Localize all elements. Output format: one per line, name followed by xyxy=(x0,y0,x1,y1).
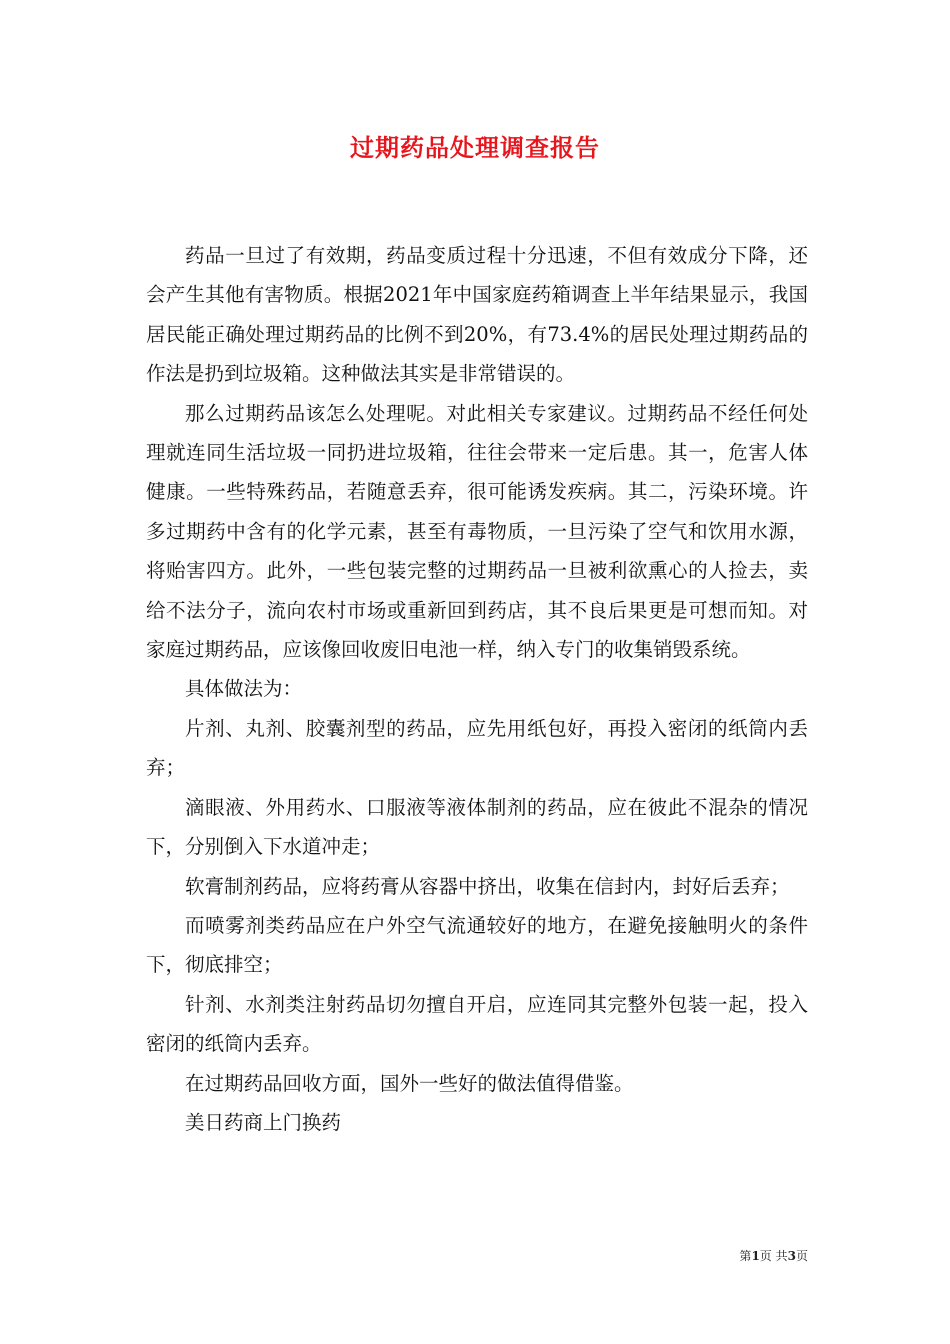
paragraph: 而喷雾剂类药品应在户外空气流通较好的地方，在避免接触明火的条件下，彻底排空； xyxy=(146,913,808,977)
page-number-footer xyxy=(739,1247,808,1265)
paragraph: 药品一旦过了有效期，药品变质过程十分迅速，不但有效成分下降，还会产生其他有害物质。根据2021年中国家庭药箱调查上半年结果显示，我国居民能正确处理过期药品的比例不到20%，有73.4%的居民处理过期药品的作法是扔到垃圾箱。这种做法其实是非常错误的。 xyxy=(146,244,808,386)
paragraph: 软膏制剂药品，应将药膏从容器中挤出，收集在信封内，封好后丢弃； xyxy=(185,874,790,898)
footer-middle: 页 共 xyxy=(759,1249,788,1263)
paragraph: 滴眼液、外用药水、口服液等液体制剂的药品，应在彼此不混杂的情况下，分别倒入下水道冲走； xyxy=(146,795,808,859)
current-page-number: 1 xyxy=(751,1249,760,1263)
footer-prefix: 第 xyxy=(739,1249,752,1263)
paragraph: 美日药商上门换药 xyxy=(185,1110,342,1134)
paragraph: 具体做法为： xyxy=(185,677,303,701)
paragraph: 针剂、水剂类注射药品切勿擅自开启，应连同其完整外包装一起，投入密闭的纸筒内丢弃。 xyxy=(146,992,808,1056)
document-title: 过期药品处理调查报告 xyxy=(350,133,600,162)
footer-suffix: 页 xyxy=(795,1249,808,1263)
paragraph: 那么过期药品该怎么处理呢。对此相关专家建议。过期药品不经任何处理就连同生活垃圾一同扔进垃圾箱，往往会带来一定后患。其一，危害人体健康。一些特殊药品，若随意丢弃，很可能诱发疾病。其二，污染环境。许多过期药中含有的化学元素，甚至有毒物质，一旦污染了空气和饮用水源，将贻害四方。此外，一些包装完整的过期药品一旦被利欲熏心的人捡去，卖给不法分子，流向农村市场或重新回到药店，其不良后果更是可想而知。对家庭过期药品，应该像回收废旧电池一样，纳入专门的收集销毁系统。 xyxy=(146,401,808,662)
paragraph: 片剂、丸剂、胶囊剂型的药品，应先用纸包好，再投入密闭的纸筒内丢弃； xyxy=(146,716,808,780)
document-body xyxy=(146,236,808,1142)
total-page-number: 3 xyxy=(787,1249,796,1263)
paragraph: 在过期药品回收方面，国外一些好的做法值得借鉴。 xyxy=(185,1071,634,1095)
